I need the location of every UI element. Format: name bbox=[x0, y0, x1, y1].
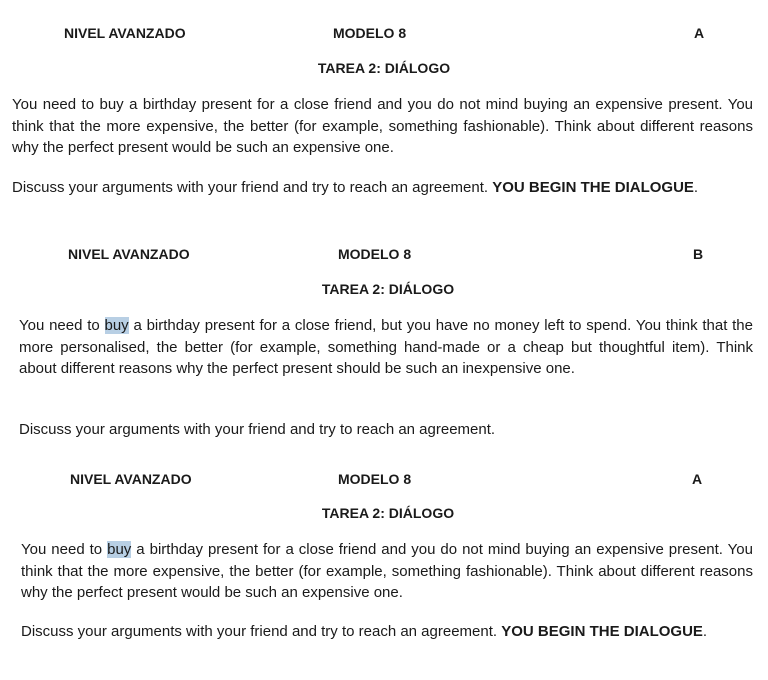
task-title-1: TAREA 2: DIÁLOGO bbox=[317, 60, 451, 76]
variant-letter-3: A bbox=[692, 471, 703, 487]
task-paragraph-3 bbox=[21, 539, 753, 604]
task-text-post-3: a birthday present for a close friend and you do not mind buying an expensive present. You think that the more expensive, the better (for example, something fashionable). Think about different reasons why the perfect present would be such an expensive one. bbox=[21, 541, 753, 601]
instruction-paragraph-3 bbox=[21, 621, 753, 643]
variant-letter-2: B bbox=[693, 246, 704, 262]
task-paragraph-2 bbox=[19, 315, 753, 380]
selected-word-highlight-3[interactable]: buy bbox=[107, 541, 132, 558]
instruction-paragraph-1 bbox=[12, 177, 753, 199]
task-text-pre-2: You need to bbox=[19, 317, 105, 334]
selected-word-highlight-2[interactable]: buy bbox=[104, 317, 129, 334]
instruction-text-1: Discuss your arguments with your friend and try to reach an agreement. bbox=[12, 179, 493, 196]
task-title-2: TAREA 2: DIÁLOGO bbox=[321, 281, 455, 297]
level-label-3: NIVEL AVANZADO bbox=[70, 471, 192, 487]
task-text-pre-3: You need to bbox=[21, 541, 108, 558]
task-paragraph-1: You need to buy a birthday present for a close friend and you do not mind buying an expensive present. You think that the more expensive, the better (for example, something fashionable). Think about different reasons why the perfect present would be such an expensive one. bbox=[12, 96, 753, 156]
level-label-2: NIVEL AVANZADO bbox=[68, 246, 190, 262]
instruction-bold-1: YOU BEGIN THE DIALOGUE bbox=[492, 179, 694, 196]
model-label-3: MODELO 8 bbox=[338, 471, 412, 487]
instruction-paragraph-2: Discuss your arguments with your friend and try to reach an agreement. bbox=[19, 421, 496, 438]
task-text-post-2: a birthday present for a close friend, but you have no money left to spend. You think that the more personalised, the better (for example, something hand-made or a cheap but thoughtful item). Think about different reasons why the perfect present should be such an inexpensive one. bbox=[19, 317, 753, 377]
task-title-3: TAREA 2: DIÁLOGO bbox=[321, 505, 455, 521]
instruction-text-3: Discuss your arguments with your friend and try to reach an agreement. bbox=[21, 623, 502, 640]
variant-letter-1: A bbox=[694, 25, 705, 41]
model-label-2: MODELO 8 bbox=[338, 246, 412, 262]
instruction-end-1: . bbox=[693, 179, 699, 196]
model-label-1: MODELO 8 bbox=[333, 25, 407, 41]
instruction-bold-3: YOU BEGIN THE DIALOGUE bbox=[501, 623, 703, 640]
instruction-end-3: . bbox=[702, 623, 708, 640]
level-label-1: NIVEL AVANZADO bbox=[64, 25, 186, 41]
